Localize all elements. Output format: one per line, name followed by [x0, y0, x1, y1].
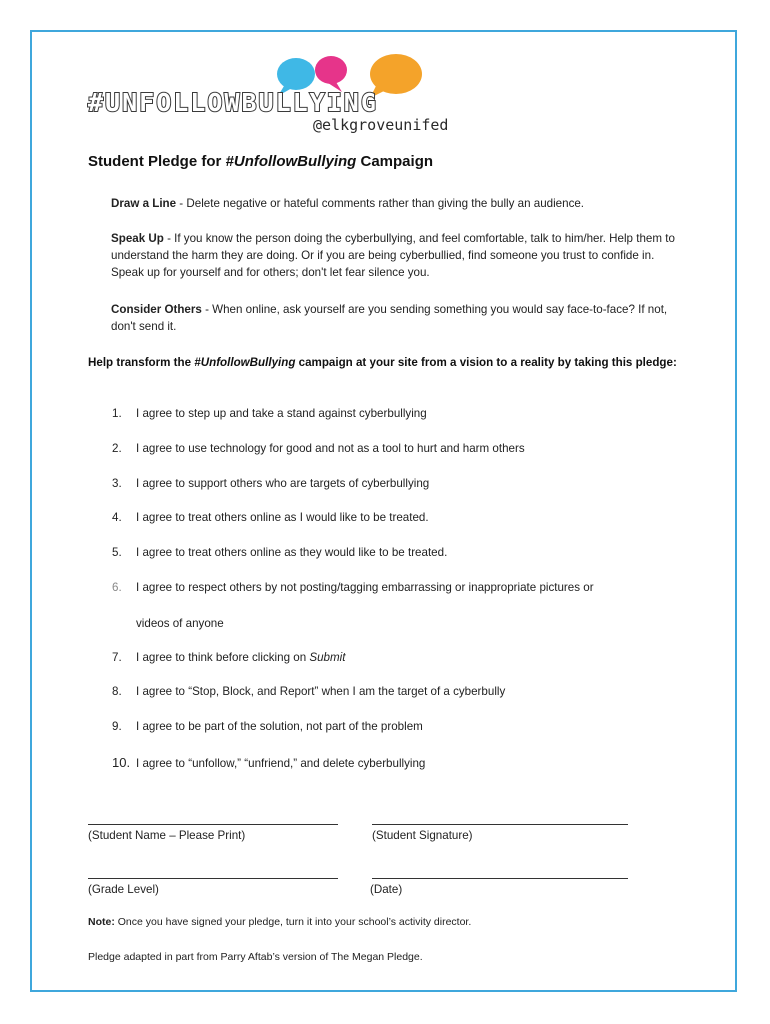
student-name-line[interactable] [88, 824, 338, 825]
section-text: - Delete negative or hateful comments rather than giving the bully an audience. [176, 197, 585, 210]
pledge-item-6-continuation: videos of anyone [136, 617, 224, 630]
signing-note [88, 916, 471, 928]
pledge-item-4 [112, 511, 429, 524]
pledge-text: I agree to respect others by not posting/tagging embarrassing or inappropriate pictures or [136, 581, 594, 594]
student-name-label: (Student Name – Please Print) [88, 829, 246, 842]
note-text: Once you have signed your pledge, turn it into your school’s activity director. [114, 916, 472, 928]
section-speak-up [111, 230, 676, 281]
pledge-number: 4. [112, 511, 122, 524]
note-label: Note: [88, 916, 115, 928]
adapted-credit: Pledge adapted in part from Parry Aftab’s version of The Megan Pledge. [88, 951, 423, 963]
section-heading: Draw a Line [111, 197, 177, 210]
section-consider-others [111, 301, 676, 335]
pledge-number: 5. [112, 546, 122, 559]
pledge-text: I agree to “Stop, Block, and Report” when I am the target of a cyberbully [136, 685, 506, 698]
pledge-text: I agree to be part of the solution, not part of the problem [136, 720, 423, 733]
pledge-number: 7. [112, 651, 122, 664]
pledge-item-10 [112, 755, 425, 770]
logo-handle: @elkgroveunifed [313, 116, 449, 134]
pledge-intro [88, 354, 678, 371]
date-line[interactable] [372, 878, 628, 879]
section-text: - If you know the person doing the cyberbullying, and feel comfortable, talk to him/her. Help them to understand the harm they are doing. Or if you are being cyberbullied, find someone you trust to confide in. Speak up for yourself and for others; don't let fear silence you. [111, 232, 675, 279]
pledge-number: 6. [112, 581, 122, 594]
pledge-number: 1. [112, 407, 122, 420]
grade-level-line[interactable] [88, 878, 338, 879]
pledge-item-2 [112, 442, 525, 455]
pledge-item-3 [112, 477, 429, 490]
pledge-number: 8. [112, 685, 122, 698]
student-signature-line[interactable] [372, 824, 628, 825]
pledge-text: I agree to use technology for good and not as a tool to hurt and harm others [136, 442, 525, 455]
title-suffix: Campaign [356, 153, 434, 170]
pledge-text: I agree to support others who are targets of cyberbullying [136, 477, 430, 490]
logo-hashtag: #UNFOLLOWBULLYING [88, 88, 378, 117]
pledge-item-9 [112, 720, 423, 733]
section-text: - When online, ask yourself are you sending something you would say face-to-face? If not, don't send it. [111, 303, 668, 333]
pledge-item-6 [112, 581, 594, 594]
pledge-item-8 [112, 685, 505, 698]
pledge-item-7 [112, 651, 345, 664]
pledge-text: I agree to “unfollow,” “unfriend,” and delete cyberbullying [136, 757, 426, 770]
pledge-italic-word: Submit [309, 651, 346, 664]
campaign-logo [88, 50, 449, 142]
pledge-text: I agree to treat others online as I would like to be treated. [136, 511, 429, 524]
section-draw-a-line [111, 195, 676, 212]
pledge-text: I agree to step up and take a stand against cyberbullying [136, 407, 427, 420]
student-signature-label: (Student Signature) [372, 829, 473, 842]
intro-suffix: campaign at your site from a vision to a reality by taking this pledge: [295, 356, 677, 369]
section-heading: Consider Others [111, 303, 202, 316]
page-title [88, 153, 433, 170]
pledge-number: 3. [112, 477, 122, 490]
pledge-item-1 [112, 407, 427, 420]
section-heading: Speak Up [111, 232, 164, 245]
pledge-item-5 [112, 546, 447, 559]
grade-level-label: (Grade Level) [88, 883, 159, 896]
intro-prefix: Help transform the [88, 356, 195, 369]
pledge-text: I agree to think before clicking on [136, 651, 310, 664]
title-hashtag: #UnfollowBullying [225, 153, 357, 170]
date-label: (Date) [370, 883, 403, 896]
title-prefix: Student Pledge for [88, 153, 226, 170]
pledge-text: I agree to treat others online as they would like to be treated. [136, 546, 448, 559]
intro-hashtag: #UnfollowBullying [194, 356, 296, 369]
pledge-number: 9. [112, 720, 122, 733]
pledge-number: 10. [112, 755, 131, 770]
pledge-number: 2. [112, 442, 122, 455]
